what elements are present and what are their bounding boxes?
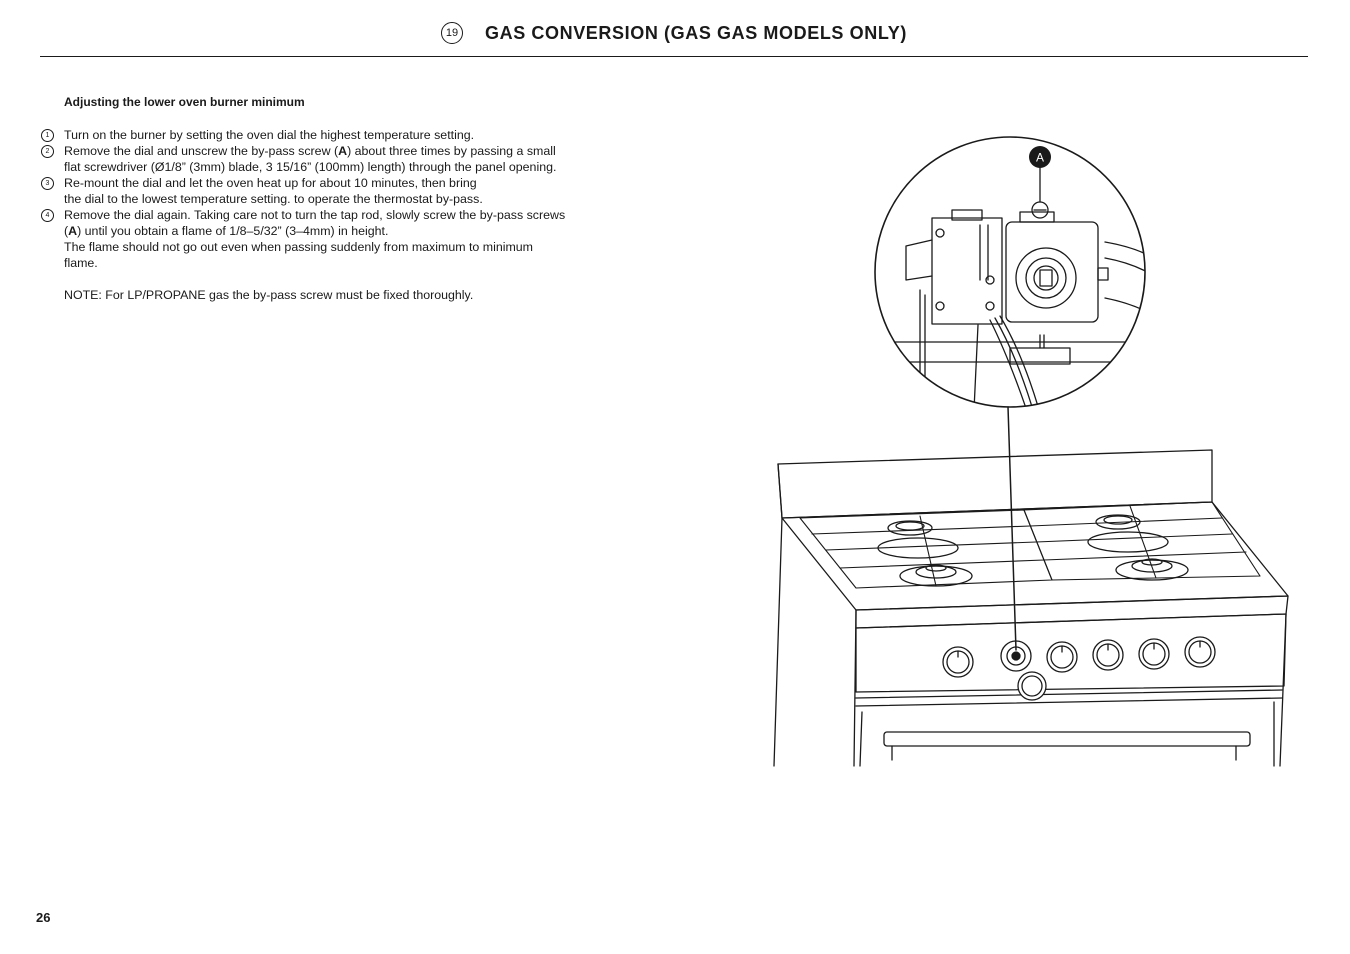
step-text-line — [64, 159, 680, 175]
step-text: Remove the dial again. Taking care not to turn the tap rod, slowly screw the by-pass screws — [64, 208, 566, 222]
burner-front-right — [1116, 559, 1188, 580]
callout-a-label: A — [1035, 150, 1045, 165]
step-text-line — [64, 191, 680, 207]
step-text: Remove the dial and unscrew the by-pass screw ( — [64, 144, 339, 158]
step-number-badge: 1 — [41, 129, 54, 142]
microswitch — [932, 218, 1002, 324]
step-text: Turn on the burner by setting the oven dial the highest temperature setting. — [64, 128, 475, 142]
step-text-line — [64, 239, 680, 255]
control-knob-4 — [1093, 640, 1123, 670]
control-knob-5 — [1139, 639, 1169, 669]
burner-front-left — [900, 565, 972, 586]
step-text: The flame should not go out even when passing suddenly from maximum to minimum — [64, 240, 534, 254]
by-pass-screw — [1020, 202, 1054, 222]
removed-oven-dial — [1018, 672, 1046, 700]
control-knob-1 — [943, 647, 973, 677]
step-text: flame. — [64, 256, 98, 270]
callout-reference: A — [68, 224, 78, 238]
step-text: ) until you obtain a flame of 1/8–5/32” (3–4mm) in height. — [77, 224, 389, 238]
page-header — [40, 20, 1308, 57]
instruction-step — [40, 143, 680, 175]
page-number: 26 — [36, 910, 51, 925]
section-number-badge: 19 — [441, 22, 463, 44]
step-text-line — [64, 255, 680, 271]
step-text-line — [64, 127, 680, 143]
step-text: ) about three times by passing a small — [347, 144, 556, 158]
callout-reference: A — [338, 144, 348, 158]
control-knob-3 — [1047, 642, 1077, 672]
step-text-line — [64, 143, 680, 159]
page-title: GAS CONVERSION (GAS GAS MODELS ONLY) — [485, 22, 907, 43]
zoom-detail-circle — [860, 137, 1160, 420]
propane-note: NOTE: For LP/PROPANE gas the by-pass screw must be fixed thoroughly. — [64, 288, 474, 302]
step-text-line — [64, 223, 680, 239]
step-text-line — [64, 175, 680, 191]
section-subheading: Adjusting the lower oven burner minimum — [64, 95, 305, 109]
step-text-line — [64, 207, 680, 223]
step-text: flat screwdriver (Ø1/8” (3mm) blade, 3 15/16” (100mm) length) through the panel opening. — [64, 160, 557, 174]
range-illustration — [760, 130, 1300, 770]
burner-rear-left — [888, 521, 932, 535]
leader-line — [1008, 407, 1016, 650]
step-text: Re-mount the dial and let the oven heat up for about 10 minutes, then bring — [64, 176, 477, 190]
control-knob-6 — [1185, 637, 1215, 667]
step-number-badge: 2 — [41, 145, 54, 158]
range-cooker — [774, 450, 1288, 766]
burner-mid-right — [1088, 532, 1168, 552]
oven-door-handle — [884, 732, 1250, 746]
step-text: the dial to the lowest temperature setting. to operate the thermostat by-pass. — [64, 192, 483, 206]
step-number-badge: 4 — [41, 209, 54, 222]
step-text: ( — [64, 224, 69, 238]
instruction-step — [40, 207, 680, 271]
instruction-steps — [40, 127, 680, 271]
instruction-step — [40, 175, 680, 207]
instruction-step — [40, 127, 680, 143]
step-number-badge: 3 — [41, 177, 54, 190]
